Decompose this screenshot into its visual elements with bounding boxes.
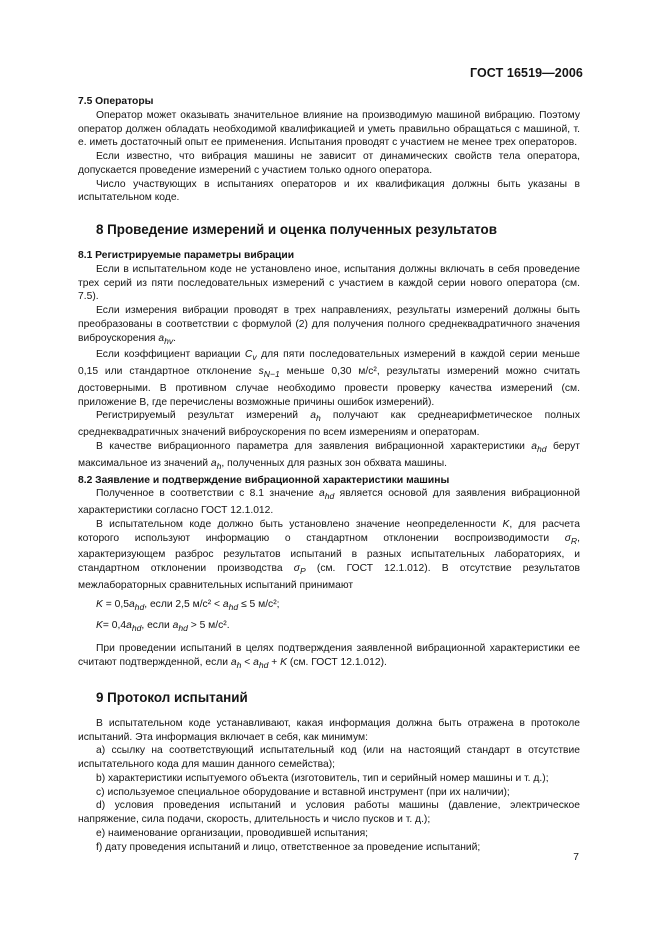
section-7-5-paragraph-2: Если известно, что вибрация машины не зависит от динамических свойств тела оператора, допускается проведение измерений с участием только одного оператора. [78,151,580,176]
section-8-1-paragraph-2: Если измерения вибрации проводят в трех направлениях, результаты измерений должны быть преобразованы в соответствии с формулой (2) для получения полного среднеквадратичного значения виброускорения $a_{hv}$. [78,305,580,346]
section-7-5-title: 7.5 Операторы [78,96,154,107]
list-item: f) дату проведения испытаний и лицо, ответственное за проведение испытаний; [96,841,481,853]
section-8-1-paragraph-3: Если коэффициент вариации $C_v$ для пяти последовательных измерений в каждой серии меньше 0,15 или стандартное отклонение $s_{N-1}$ меньше 0,30 м/с², результаты измерений можно считать достоверными. В противном случае необходимо провести проверку качества измерений (см. приложение В, где перечислены возможные причины ошибок измерений). [78,349,581,408]
formula-k-2: $K= 0,4a_{hd}$, если $a_{hd} > 5$ м/с². [96,620,230,634]
section-9-heading: 9 Протокол испытаний [96,689,248,705]
section-9-intro: В испытательном коде устанавливают, какая информация должна быть отражена в протоколе испытаний. Эта информация включает в себя, как минимум: [78,717,580,743]
page-header: ГОСТ 16519—2006 [469,66,583,80]
section-8-1-paragraph-5: В качестве вибрационного параметра для заявления вибрационной характеристики $a_{hd}$ берут максимальное из значений $a_h$, полученных для разных зон обхвата машины. [78,440,580,471]
section-8-2-paragraph-1: Полученное в соответствии с 8.1 значение $a_{hd}$ является основой для заявления вибрационной характеристики согласно ГОСТ 12.1.012. [78,488,580,517]
list-item: d) условия проведения испытаний и условия работы машины (давление, электрическое напряжение, сила подачи, скорость, длительность и число пусков и т. д.); [78,800,580,826]
section-8-2-paragraph-2: В испытательном коде должно быть установлено значение неопределенности K, для расчета которого используют информацию о стандартном отклонении воспроизводимости $\sigma_R$, характеризующем разброс результатов испытаний в разных испытательных лабораториях, и стандартном отклонении производства $\sigma_P$ (см. ГОСТ 12.1.012). В отсутствие результатов межлабораторных сравнительных испытаний принимают [78,518,580,591]
formula-k-1: $K = 0,5a_{hd}$, если 2,5 $м/с^2 < a_{hd} \le 5$ м/с²; [96,598,280,612]
list-item: c) используемое специальное оборудование и вставной инструмент (при их наличии); [96,786,510,798]
section-8-2-paragraph-3: При проведении испытаний в целях подтверждения заявленной вибрационной характеристики ее считают подтвержденной, если $a_h < a_{hd} + K$ (см. ГОСТ 12.1.012). [78,643,580,671]
list-item: а) ссылку на соответствующий испытательный код (или на настоящий стандарт в отсутствие испытательного кода для машин данного семейства); [78,745,580,771]
section-8-1-paragraph-1: Если в испытательном коде не установлено иное, испытания должны включать в себя проведение трех серий из пяти последовательных измерений с участием в каждой серии нового оператора (см. 7.5). [78,263,580,303]
section-8-2-title: 8.2 Заявление и подтверждение вибрационной характеристики машины [78,474,450,486]
section-8-1-paragraph-4: Регистрируемый результат измерений $a_h$ получают как среднеарифметическое полных среднеквадратичных значений виброускорения по всем измерениям и операторам. [78,410,580,439]
section-7-5-paragraph-3: Число участвующих в испытаниях операторов и их квалификация должны быть указаны в испытательном коде. [78,178,580,204]
page-number: 7 [573,852,579,863]
section-8-1-title: 8.1 Регистрируемые параметры вибрации [78,250,295,261]
section-8-heading: 8 Проведение измерений и оценка полученных результатов [96,222,497,237]
list-item: b) характеристики испытуемого объекта (изготовитель, тип и серийный номер машины и т. д.); [96,772,549,784]
list-item: e) наименование организации, проводившей испытания; [96,827,369,839]
document-body [78,95,580,854]
section-7-5-paragraph-1: Оператор может оказывать значительное влияние на производимую машиной вибрацию. Поэтому оператор должен обладать необходимой квалификацией и уметь правильно обращаться с машиной, т. е. иметь достаточный опыт ее применения. Испытания проводят с участием не менее трех операторов. [78,109,580,149]
